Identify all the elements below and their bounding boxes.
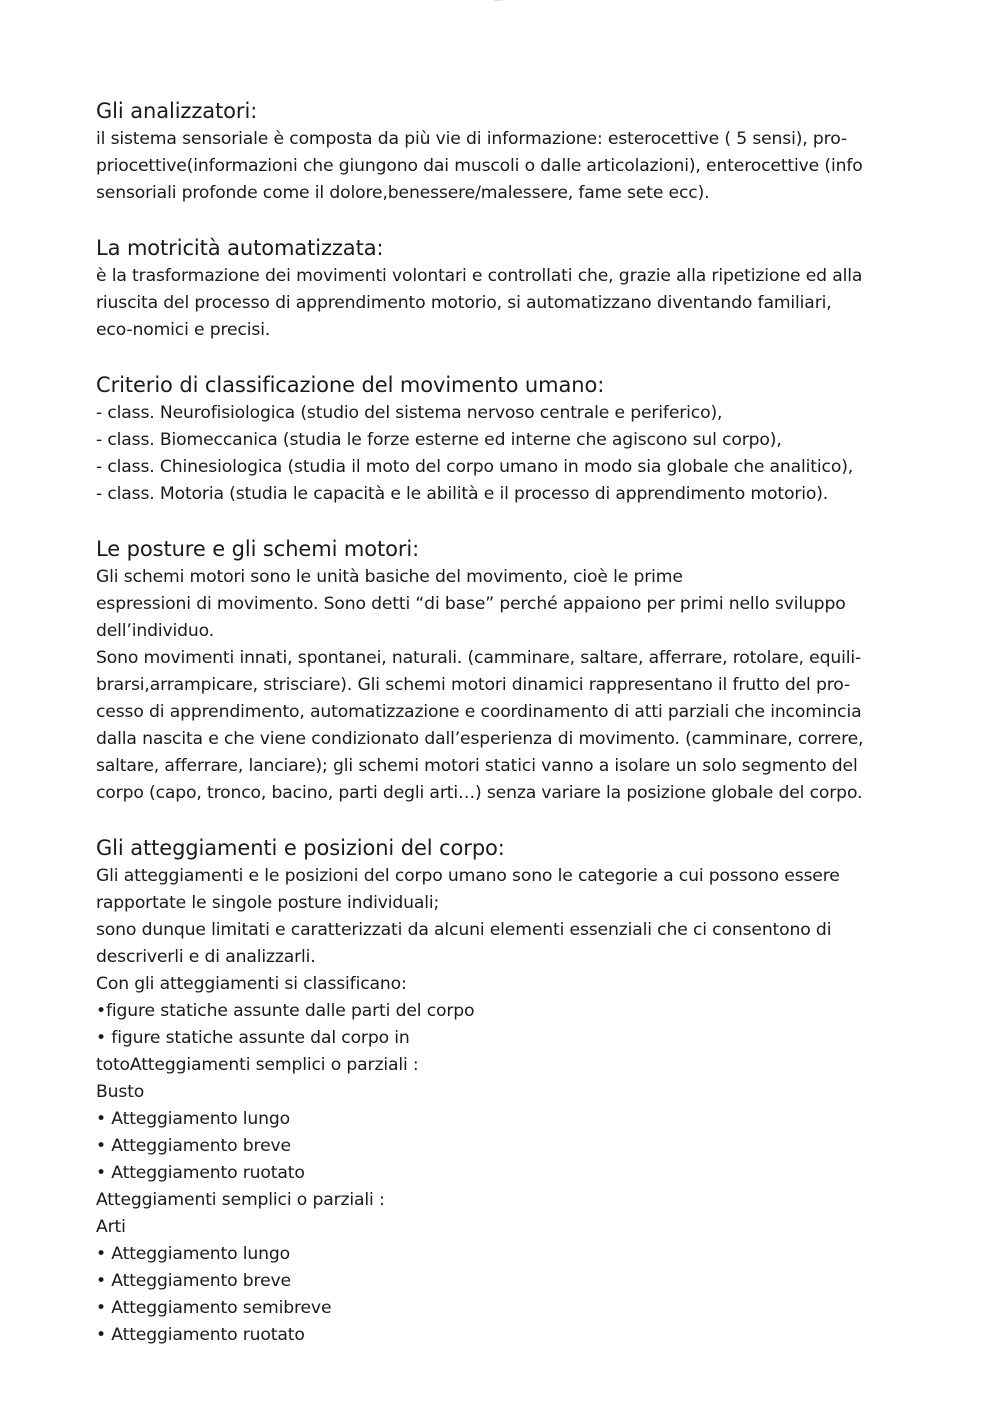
section-criterio-classificazione: [96, 370, 906, 508]
page-header-mark: ——: [494, 0, 502, 3]
section-body: [96, 400, 906, 508]
text-line: sensoriali profonde come il dolore,benessere/malessere, fame sete ecc).: [96, 183, 710, 203]
section-body: [96, 263, 906, 344]
text-line: espressioni di movimento. Sono detti “di base” perché appaiono per primi nello sviluppo: [96, 594, 846, 614]
section-body: [96, 126, 906, 207]
text-line: dell’individuo.: [96, 621, 215, 641]
section-posture-schemi-motori: [96, 534, 906, 807]
section-heading: Criterio di classificazione del movimento umano:: [96, 373, 605, 397]
text-line: rapportate le singole posture individuali;: [96, 893, 440, 913]
list-item: - class. Biomeccanica (studia le forze esterne ed interne che agiscono sul corpo),: [96, 430, 782, 450]
list-item: • Atteggiamento breve: [96, 1271, 291, 1291]
list-item: • Atteggiamento ruotato: [96, 1163, 305, 1183]
list-item: • Atteggiamento lungo: [96, 1109, 291, 1129]
text-line: priocettive(informazioni che giungono dai muscoli o dalle articolazioni), enterocettive (info: [96, 156, 863, 176]
text-line: brarsi,arrampicare, strisciare). Gli schemi motori dinamici rappresentano il frutto del pro-: [96, 675, 851, 695]
list-item: • Atteggiamento lungo: [96, 1244, 291, 1264]
list-item: • Atteggiamento semibreve: [96, 1298, 332, 1318]
text-line: corpo (capo, tronco, bacino, parti degli arti…) senza variare la posizione globale del corpo.: [96, 783, 863, 803]
text-line: Sono movimenti innati, spontanei, naturali. (camminare, saltare, afferrare, rotolare, equili-: [96, 648, 862, 668]
list-item: • Atteggiamento ruotato: [96, 1325, 305, 1345]
text-line: sono dunque limitati e caratterizzati da alcuni elementi essenziali che ci consentono di: [96, 920, 832, 940]
text-line: Con gli atteggiamenti si classificano:: [96, 974, 407, 994]
document-page: [96, 96, 906, 1375]
text-line: descriverli e di analizzarli.: [96, 947, 316, 967]
section-heading: Gli atteggiamenti e posizioni del corpo:: [96, 836, 505, 860]
text-line: riuscita del processo di apprendimento motorio, si automatizzano diventando familiari,: [96, 293, 832, 313]
section-body: [96, 863, 906, 1349]
section-body: [96, 564, 906, 807]
subheading-arti: Arti: [96, 1217, 126, 1237]
section-heading: La motricità automatizzata:: [96, 236, 384, 260]
list-item: - class. Chinesiologica (studia il moto del corpo umano in modo sia globale che analitico),: [96, 457, 854, 477]
section-heading: Gli analizzatori:: [96, 99, 258, 123]
list-item: •figure statiche assunte dalle parti del corpo: [96, 1001, 475, 1021]
text-line: totoAtteggiamenti semplici o parziali :: [96, 1055, 419, 1075]
section-motricita-automatizzata: [96, 233, 906, 344]
text-line: Atteggiamenti semplici o parziali :: [96, 1190, 385, 1210]
list-item: • figure statiche assunte dal corpo in: [96, 1028, 410, 1048]
text-line: Gli atteggiamenti e le posizioni del corpo umano sono le categorie a cui possono essere: [96, 866, 840, 886]
list-item: • Atteggiamento breve: [96, 1136, 291, 1156]
text-line: è la trasformazione dei movimenti volontari e controllati che, grazie alla ripetizione ed alla: [96, 266, 863, 286]
list-item: - class. Motoria (studia le capacità e le abilità e il processo di apprendimento motorio).: [96, 484, 829, 504]
section-atteggiamenti-posizioni: [96, 833, 906, 1349]
list-item: - class. Neurofisiologica (studio del sistema nervoso centrale e periferico),: [96, 403, 723, 423]
text-line: saltare, afferrare, lanciare); gli schemi motori statici vanno a isolare un solo segmento del: [96, 756, 858, 776]
text-line: il sistema sensoriale è composta da più vie di informazione: esterocettive ( 5 sensi), pro-: [96, 129, 847, 149]
text-line: cesso di apprendimento, automatizzazione e coordinamento di atti parziali che incomincia: [96, 702, 862, 722]
section-heading: Le posture e gli schemi motori:: [96, 537, 420, 561]
text-line: Gli schemi motori sono le unità basiche del movimento, cioè le prime: [96, 567, 683, 587]
subheading-busto: Busto: [96, 1082, 145, 1102]
section-analizzatori: [96, 96, 906, 207]
text-line: eco-nomici e precisi.: [96, 320, 271, 340]
text-line: dalla nascita e che viene condizionato dall’esperienza di movimento. (camminare, correre,: [96, 729, 864, 749]
